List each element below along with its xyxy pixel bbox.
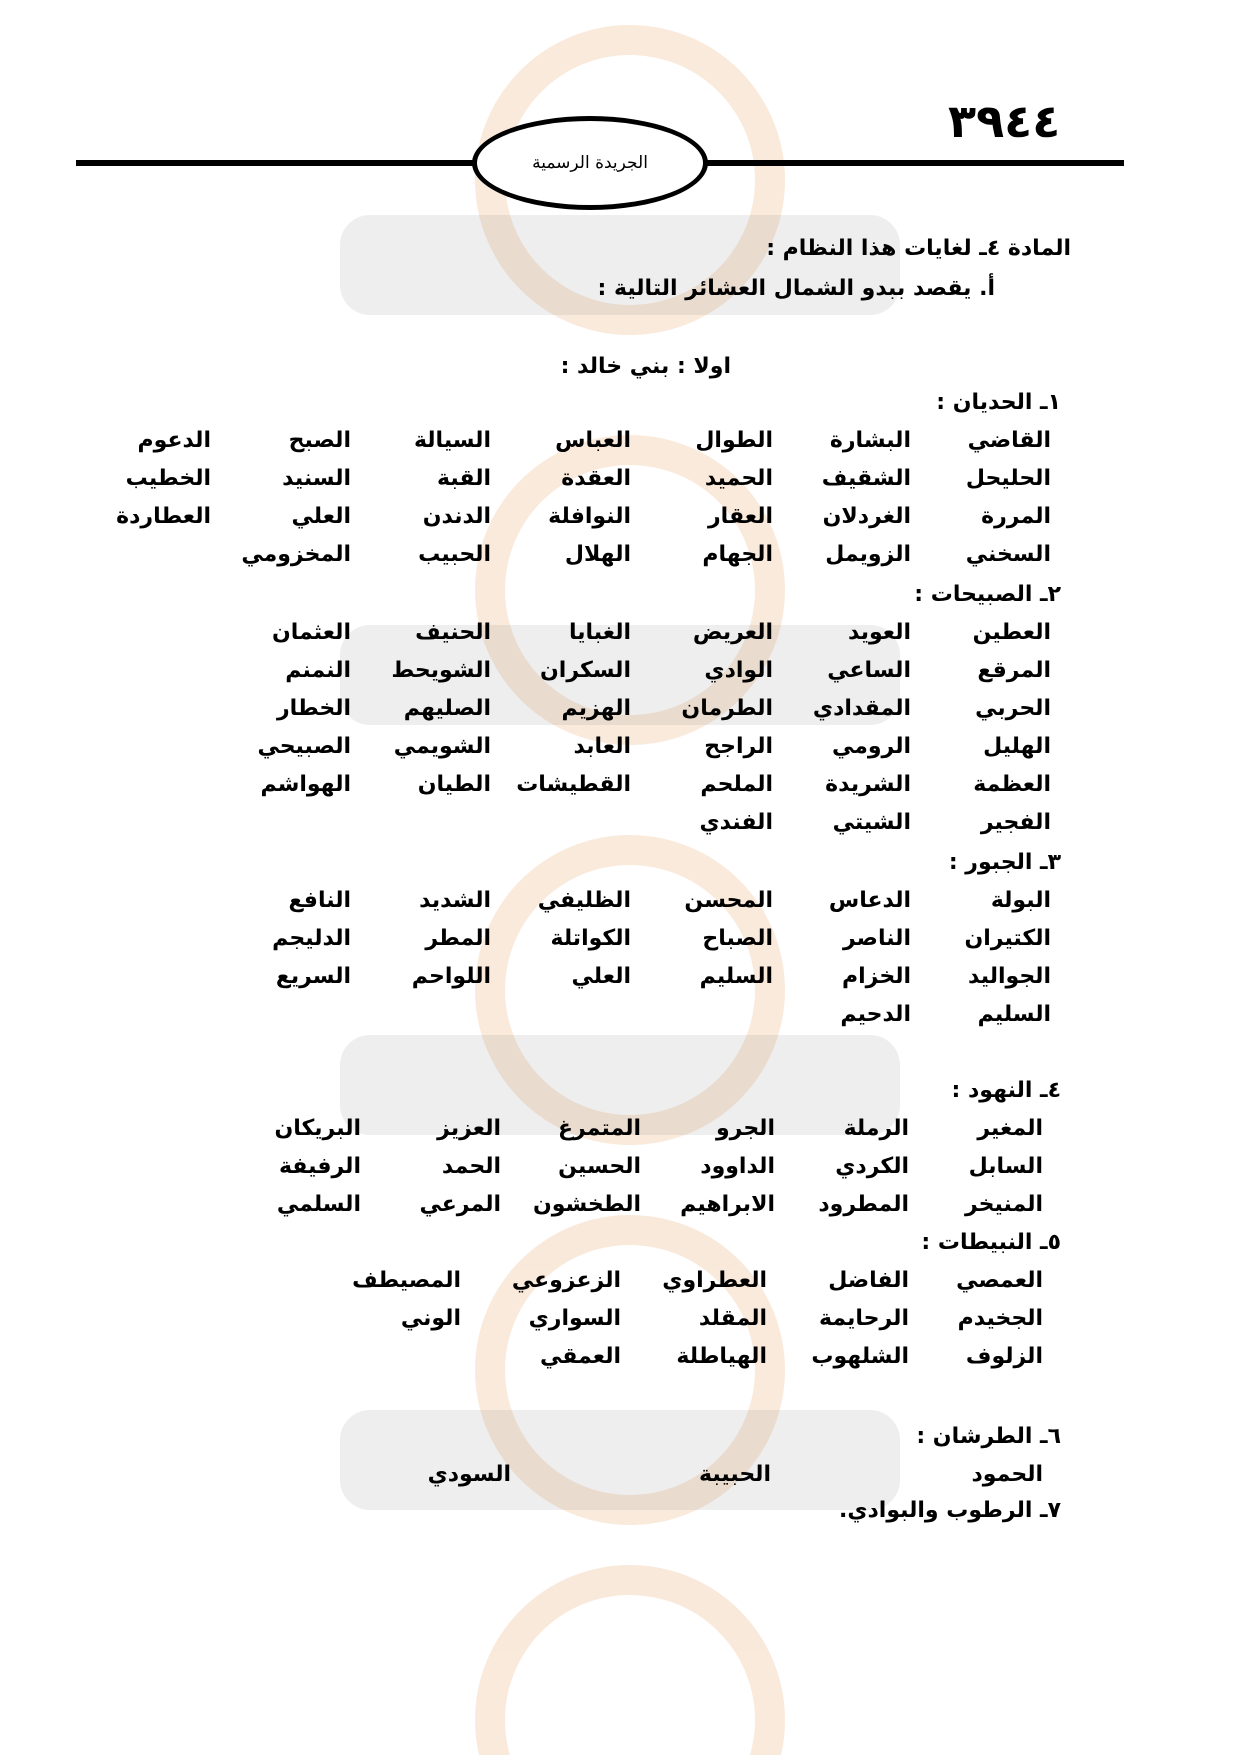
tribe-name: الرومي — [831, 734, 911, 759]
tribe-name: العمقي — [539, 1344, 621, 1369]
tribe-name: الصليهم — [403, 696, 491, 721]
tribe-name: السنيد — [282, 466, 351, 491]
tribe-name: الطوال — [695, 428, 773, 453]
tribe-name: المررة — [981, 504, 1051, 529]
tribe-name: السليم — [699, 964, 773, 989]
tribe-name: الشقيف — [821, 466, 911, 491]
tribe-name: الحنيف — [415, 620, 491, 645]
tribe-name: الكواتلة — [550, 926, 631, 951]
article-title: المادة ٤ـ لغايات هذا النظام : — [766, 236, 1071, 261]
tribe-name: المقلد — [698, 1306, 767, 1331]
tribe-name: الصبيحي — [257, 734, 351, 759]
tribe-name: العابد — [573, 734, 631, 759]
tribe-name: القاضي — [967, 428, 1051, 453]
tribe-name: الكردي — [835, 1154, 909, 1179]
tribe-name: الهواشم — [260, 772, 351, 797]
section-heading: ٤ـ النهود : — [951, 1078, 1061, 1103]
tribe-name: الساعي — [827, 658, 911, 683]
tribe-name: الحميد — [704, 466, 773, 491]
tribe-name: الزويمل — [825, 542, 911, 567]
tribe-name: الجرو — [715, 1116, 775, 1141]
tribe-name: الطرمان — [681, 696, 773, 721]
tribe-name: السلمي — [276, 1192, 361, 1217]
group-heading: اولا : بني خالد : — [560, 354, 731, 379]
tribe-name: القبة — [437, 466, 491, 491]
tribe-name: العويد — [848, 620, 911, 645]
tribe-name: العقدة — [561, 466, 631, 491]
tribe-name: المخزومي — [241, 542, 351, 567]
tribe-name: الغردلان — [822, 504, 911, 529]
tribe-name: الحبيب — [418, 542, 491, 567]
tribe-name: الحسين — [558, 1154, 641, 1179]
tribe-name: الخطار — [276, 696, 351, 721]
tribe-name: البولة — [990, 888, 1051, 913]
tribe-name: المطر — [425, 926, 491, 951]
publication-title: الجريدة الرسمية — [532, 153, 648, 173]
tribe-name: العلي — [291, 504, 351, 529]
tribe-name: المقدادي — [812, 696, 911, 721]
tribe-name: الجواليد — [968, 964, 1051, 989]
tribe-name: العريض — [692, 620, 773, 645]
tribe-name: العزيز — [437, 1116, 501, 1141]
tribe-name: الخطيب — [125, 466, 211, 491]
tribe-name: العظمة — [973, 772, 1051, 797]
tribe-name: الوني — [400, 1306, 461, 1331]
tribe-name: النوافلة — [548, 504, 631, 529]
tribe-name: الحربي — [975, 696, 1051, 721]
tribe-name: الزعزوعي — [511, 1268, 621, 1293]
section-heading: ٣ـ الجبور : — [948, 850, 1061, 875]
tribe-name: الملحم — [700, 772, 773, 797]
tribe-name: العقار — [708, 504, 773, 529]
tribe-name: اللواحم — [411, 964, 491, 989]
tribe-name: الطيان — [417, 772, 491, 797]
tribe-name: الناصر — [843, 926, 911, 951]
tribe-name: الدندن — [422, 504, 491, 529]
tribe-name: الكتيران — [964, 926, 1051, 951]
tribe-name: المرقع — [977, 658, 1051, 683]
tribe-name: السواري — [528, 1306, 621, 1331]
tribe-name: الغبايا — [569, 620, 631, 645]
tribe-name: العطاردة — [116, 504, 211, 529]
tribe-name: الشديد — [419, 888, 491, 913]
tribe-name: الدعوم — [137, 428, 211, 453]
tribe-name: الشويحط — [391, 658, 491, 683]
tribe-name: المرعي — [419, 1192, 501, 1217]
tribe-name: المطرود — [818, 1192, 909, 1217]
page-number: ٣٩٤٤ — [948, 94, 1061, 148]
tribe-name: العطراوي — [662, 1268, 767, 1293]
tribe-name: الرملة — [843, 1116, 909, 1141]
tribe-name: الحبيبة — [699, 1462, 771, 1487]
tribe-name: الزلوف — [965, 1344, 1043, 1369]
tribe-name: الدعاس — [828, 888, 911, 913]
tribe-name: المنيخر — [964, 1192, 1043, 1217]
publication-title-oval — [472, 116, 708, 210]
tribe-name: الصباح — [702, 926, 773, 951]
section-heading: ١ـ الحديان : — [936, 390, 1061, 415]
tribe-name: السابل — [968, 1154, 1043, 1179]
tribe-name: الصبح — [288, 428, 351, 453]
tribe-name: الدحيم — [840, 1002, 911, 1027]
tribe-name: السريع — [275, 964, 351, 989]
tribe-name: الفندي — [699, 810, 773, 835]
tribe-name: المغير — [977, 1116, 1043, 1141]
tribe-name: المصيطف — [352, 1268, 461, 1293]
tribe-name: العثمان — [272, 620, 351, 645]
section-heading: ٢ـ الصبيحات : — [914, 582, 1061, 607]
tribe-name: السخني — [965, 542, 1051, 567]
tribe-name: الرحايمة — [819, 1306, 909, 1331]
tribe-name: المحسن — [684, 888, 773, 913]
tribe-name: الجخيدم — [957, 1306, 1043, 1331]
tribe-name: الابراهيم — [680, 1192, 775, 1217]
tribe-name: الشيتي — [832, 810, 911, 835]
tribe-name: الهليل — [983, 734, 1051, 759]
tribe-name: الداوود — [700, 1154, 775, 1179]
tribe-name: الفاضل — [828, 1268, 909, 1293]
tribe-name: الوادي — [704, 658, 773, 683]
tribe-name: الهلال — [564, 542, 631, 567]
tribe-name: السكران — [540, 658, 631, 683]
tribe-name: البشارة — [829, 428, 911, 453]
tribe-name: الرفيفة — [278, 1154, 361, 1179]
tribe-name: الشريدة — [825, 772, 911, 797]
tribe-name: الشويمي — [393, 734, 491, 759]
tribe-name: الراجح — [704, 734, 773, 759]
tribe-name: الدليجم — [272, 926, 351, 951]
tribe-name: الفجير — [980, 810, 1051, 835]
clause-a: أ. يقصد ببدو الشمال العشائر التالية : — [597, 276, 995, 301]
tribe-name: الظليفي — [537, 888, 631, 913]
tribe-name: الطخشون — [532, 1192, 641, 1217]
tribe-name: العباس — [555, 428, 631, 453]
tribe-name: الحليحل — [965, 466, 1051, 491]
tribe-name: السيالة — [413, 428, 491, 453]
section-heading: ٥ـ النبيطات : — [921, 1230, 1061, 1255]
tribe-name: العلي — [571, 964, 631, 989]
section-heading: ٦ـ الطرشان : — [916, 1424, 1061, 1449]
tribe-name: النمنم — [285, 658, 351, 683]
tribe-name: القطيشات — [516, 772, 631, 797]
tribe-name: الهياطلة — [676, 1344, 767, 1369]
tribe-name: الجهام — [702, 542, 773, 567]
tribe-name: الحمد — [441, 1154, 501, 1179]
section-heading: ٧ـ الرطوب والبوادي. — [839, 1498, 1061, 1523]
tribe-name: الحمود — [971, 1462, 1043, 1487]
tribe-name: البريكان — [274, 1116, 361, 1141]
tribe-name: السليم — [977, 1002, 1051, 1027]
tribe-name: الهزيم — [561, 696, 631, 721]
tribe-name: النافع — [288, 888, 351, 913]
tribe-name: العطين — [972, 620, 1051, 645]
tribe-name: الشلهوب — [811, 1344, 909, 1369]
tribe-name: السودي — [427, 1462, 511, 1487]
tribe-name: الخزام — [841, 964, 911, 989]
tribe-name: المتمرغ — [558, 1116, 641, 1141]
tribe-name: العمصي — [956, 1268, 1043, 1293]
